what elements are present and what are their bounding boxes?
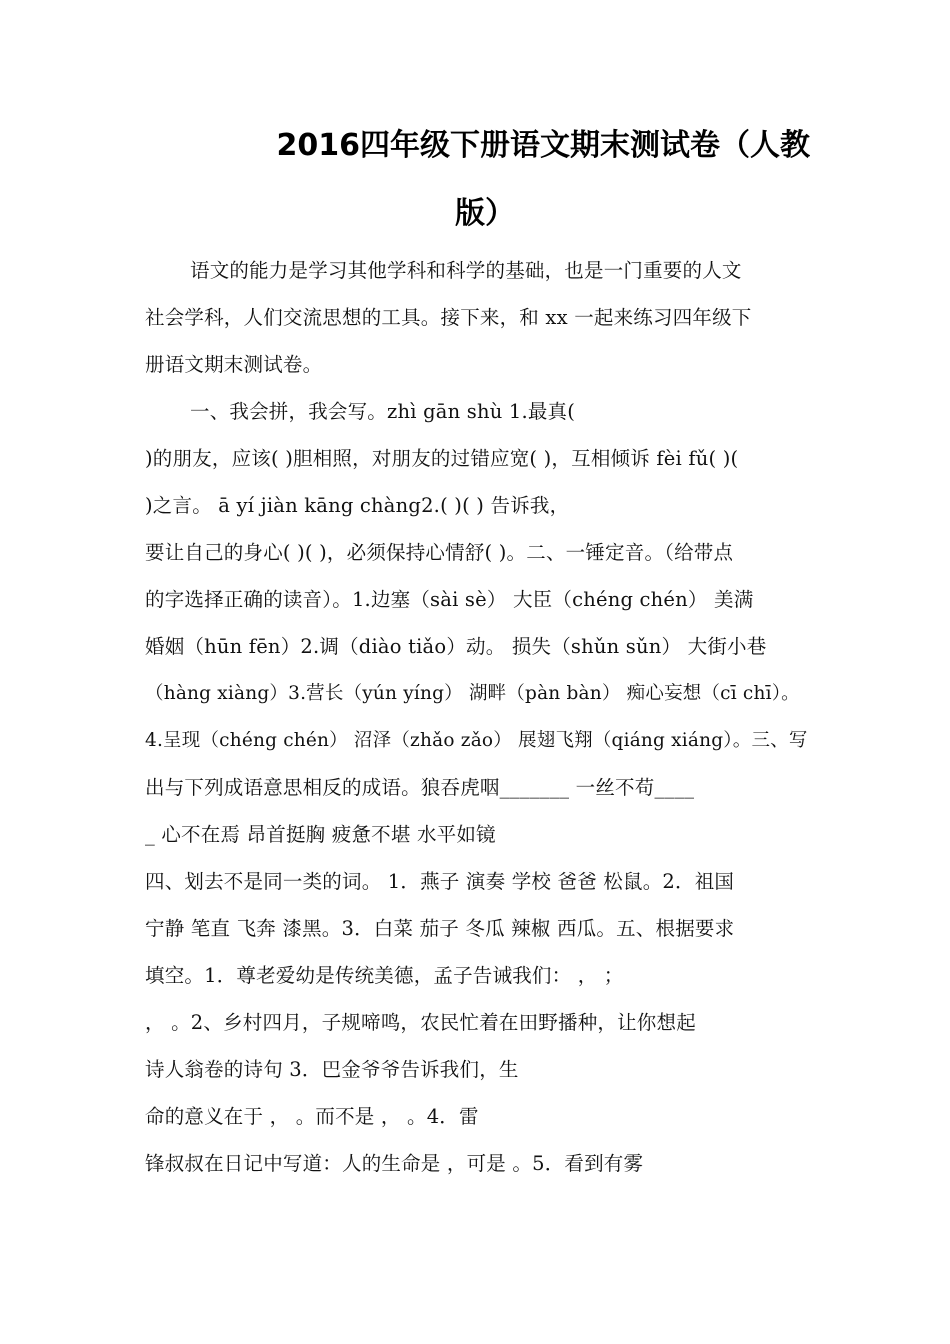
paragraph-line: 诗人翁卷的诗句 3．巴金爷爷告诉我们，生 — [145, 1058, 519, 1081]
paragraph-line: 语文的能力是学习其他学科和科学的基础，也是一门重要的人文 — [190, 259, 742, 282]
paragraph-line: 册语文期末测试卷。 — [145, 353, 323, 376]
paragraph-line: 锋叔叔在日记中写道：人的生命是 ，可是 。5．看到有雾 — [145, 1152, 644, 1175]
paragraph-line: ， 。2、乡村四月，子规啼鸣，农民忙着在田野播种，让你想起 — [145, 1011, 696, 1034]
paragraph-line: 四、划去不是同一类的词。 1．燕子 演奏 学校 爸爸 松鼠。2．祖国 — [145, 870, 735, 893]
paragraph-line: 4.呈现（chéng chén） 沼泽（zhǎo zǎo） 展翅飞翔（qiáng xiáng）。三、写 — [145, 730, 808, 751]
paragraph-line: （hàng xiàng）3.营长（yún yíng） 湖畔（pàn bàn） 痴心妄想（cī chī）。 — [145, 683, 800, 704]
paragraph-line: _ 心不在焉 昂首挺胸 疲惫不堪 水平如镜 — [145, 823, 496, 846]
paragraph-line: 一、我会拼，我会写。zhì gān shù 1.最真( — [190, 400, 576, 423]
paragraph-line: 社会学科，人们交流思想的工具。接下来，和 xx 一起来练习四年级下 — [145, 306, 752, 329]
paragraph-line: 婚姻（hūn fēn）2.调（diào tiǎo）动。 损失（shǔn sǔn） 大街小巷 — [145, 635, 767, 658]
paragraph-line: 出与下列成语意思相反的成语。狼吞虎咽_______ 一丝不苟____ — [145, 776, 695, 799]
document-title-line-2: 版） — [455, 196, 515, 231]
paragraph-line: 填空。1．尊老爱幼是传统美德，孟子告诫我们： ， ； — [145, 964, 624, 987]
paragraph-line: 宁静 笔直 飞奔 漆黑。3．白菜 茄子 冬瓜 辣椒 西瓜。五、根据要求 — [145, 917, 735, 940]
paragraph-line: )之言。 ā yí jiàn kāng chàng2.( )( ) 告诉我， — [145, 494, 570, 517]
paragraph-line: 的字选择正确的读音）。1.边塞（sài sè） 大臣（chéng chén） 美满 — [145, 588, 754, 611]
paragraph-line: )的朋友，应该( )胆相照，对朋友的过错应宽( )，互相倾诉 fèi fǔ( )( — [145, 447, 739, 470]
paragraph-line: 要让自己的身心( )( )，必须保持心情舒( )。二、一锤定音。（给带点 — [145, 541, 734, 564]
paragraph-line: 命的意义在于 ， 。而不是 ， 。4．雷 — [145, 1105, 479, 1128]
document-title-line-1: 2016四年级下册语文期末测试卷（人教 — [276, 128, 810, 163]
